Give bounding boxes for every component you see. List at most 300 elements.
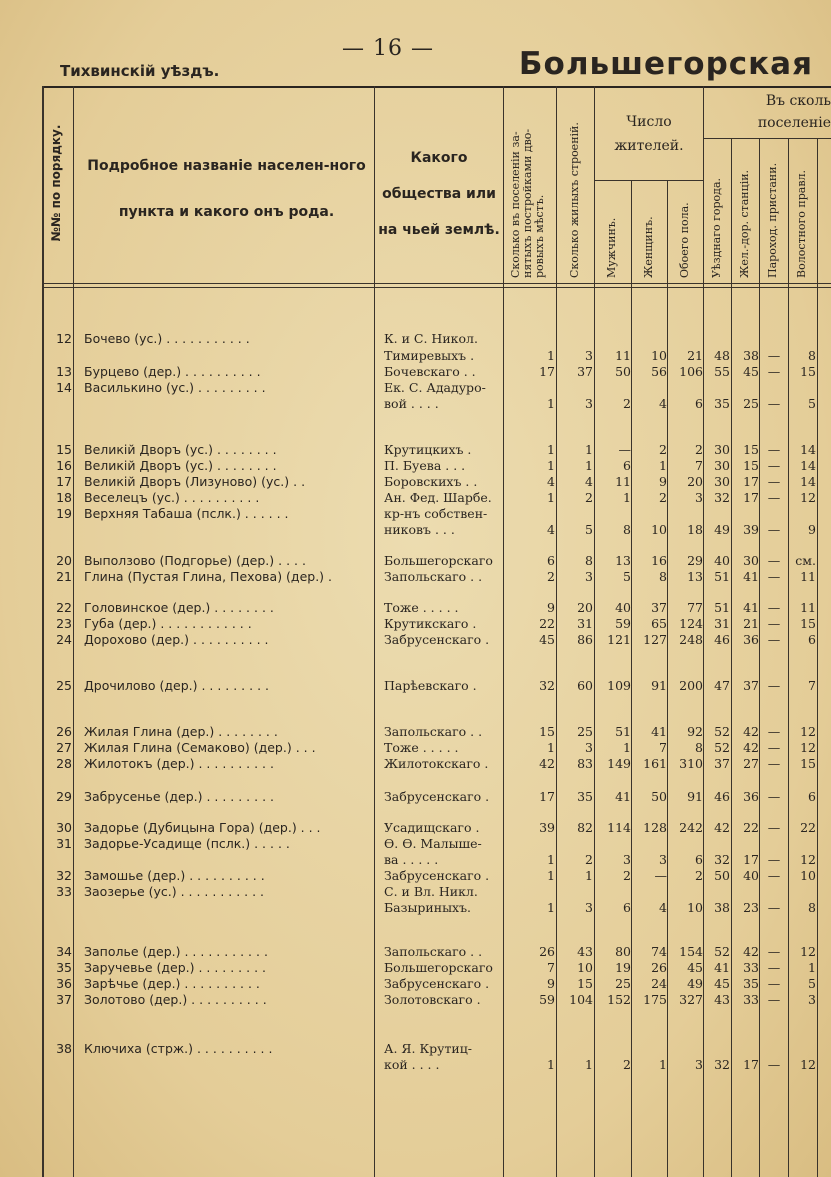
cell-both: 3 (695, 490, 703, 505)
col-header-name: Подробное названіе населен-ного пункта и какого онъ рода. (87, 158, 366, 220)
cell-society: Тимиревыхъ . (384, 348, 475, 363)
table-row (0, 852, 831, 868)
cell-women: 128 (643, 820, 667, 835)
cell-name: Верхняя Табаша (пслк.) . . . . . . (84, 506, 289, 521)
cell-rail: 45 (743, 364, 759, 379)
cell-rail: 33 (743, 960, 759, 975)
cell-women: 8 (659, 569, 667, 584)
cell-women: 16 (651, 553, 667, 568)
cell-name: Жилая Глина (дер.) . . . . . . . . (84, 724, 278, 739)
table-row (0, 380, 831, 396)
cell-society: Ѳ. Ѳ. Малыше- (384, 836, 482, 851)
cell-women: 7 (659, 740, 667, 755)
cell-society: Большегорскаго (384, 960, 493, 975)
cell-board: 22 (800, 820, 816, 835)
cell-yards: 6 (547, 553, 555, 568)
cell-pier: — (767, 992, 781, 1007)
cell-name: Жилотокъ (дер.) . . . . . . . . . . (84, 756, 274, 771)
cell-yards: 26 (539, 944, 555, 959)
cell-women: 24 (651, 976, 667, 991)
cell-board: 12 (800, 1057, 816, 1072)
cell-name: Золотово (дер.) . . . . . . . . . . (84, 992, 267, 1007)
cell-both: 92 (687, 724, 703, 739)
cell-women: 37 (651, 600, 667, 615)
cell-society: С. и Вл. Никл. (384, 884, 478, 899)
rule-header-bottom-1 (42, 283, 831, 284)
cell-board: 10 (800, 868, 816, 883)
cell-society: никовъ . . . (384, 522, 455, 537)
cell-men: 2 (623, 1057, 631, 1072)
cell-buildings: 8 (585, 553, 593, 568)
cell-both: 124 (679, 616, 703, 631)
cell-town: 32 (714, 490, 730, 505)
cell-name: Зарѣчье (дер.) . . . . . . . . . . (84, 976, 260, 991)
cell-women: 2 (659, 490, 667, 505)
cell-women: 56 (651, 364, 667, 379)
cell-board: 14 (800, 458, 816, 473)
cell-board: 12 (800, 944, 816, 959)
cell-name: Василькино (ус.) . . . . . . . . . (84, 380, 266, 395)
cell-buildings: 4 (585, 474, 593, 489)
cell-board: 15 (800, 364, 816, 379)
cell-board: 12 (800, 490, 816, 505)
cell-no: 37 (56, 992, 72, 1007)
cell-town: 35 (714, 396, 730, 411)
cell-town: 40 (714, 553, 730, 568)
cell-pier: — (767, 820, 781, 835)
cell-name: Забрусенье (дер.) . . . . . . . . . (84, 789, 274, 804)
cell-rail: 33 (743, 992, 759, 1007)
table-row (0, 756, 831, 772)
cell-name: Бурцево (дер.) . . . . . . . . . . (84, 364, 261, 379)
table-row (0, 506, 831, 522)
cell-women: 41 (651, 724, 667, 739)
cell-board: 12 (800, 740, 816, 755)
cell-town: 32 (714, 1057, 730, 1072)
cell-board: 11 (800, 600, 816, 615)
cell-women: 91 (651, 678, 667, 693)
cell-town: 31 (714, 616, 730, 631)
cell-society: Забрусенскаго . (384, 976, 490, 991)
cell-women: — (654, 868, 667, 883)
cell-society: Забрусенскаго . (384, 632, 490, 647)
cell-board: 6 (808, 789, 816, 804)
cell-town: 47 (714, 678, 730, 693)
cell-society: Бочевскаго . . (384, 364, 476, 379)
cell-yards: 1 (547, 442, 555, 457)
cell-buildings: 3 (585, 740, 593, 755)
cell-pier: — (767, 522, 781, 537)
cell-town: 41 (714, 960, 730, 975)
cell-society: вой . . . . (384, 396, 439, 411)
cell-board: 5 (808, 396, 816, 411)
table-row (0, 569, 831, 585)
cell-men: 11 (615, 348, 631, 363)
cell-board: 12 (800, 724, 816, 739)
cell-no: 15 (56, 442, 72, 457)
cell-no: 36 (56, 976, 72, 991)
cell-name: Дорохово (дер.) . . . . . . . . . . (84, 632, 269, 647)
cell-town: 48 (714, 348, 730, 363)
cell-no: 29 (56, 789, 72, 804)
cell-name: Замошье (дер.) . . . . . . . . . . (84, 868, 265, 883)
cell-men: 121 (607, 632, 631, 647)
cell-men: 41 (615, 789, 631, 804)
table-row (0, 616, 831, 632)
cell-pier: — (767, 1057, 781, 1072)
cell-no: 31 (56, 836, 72, 851)
rule-distance-group (703, 138, 831, 139)
cell-rail: 42 (743, 944, 759, 959)
cell-pier: — (767, 944, 781, 959)
cell-women: 1 (659, 1057, 667, 1072)
table-row (0, 1057, 831, 1073)
rule-town (731, 138, 732, 1177)
table-row (0, 632, 831, 648)
cell-pier: — (767, 474, 781, 489)
table-row (0, 740, 831, 756)
cell-no: 24 (56, 632, 72, 647)
table-row (0, 1041, 831, 1057)
cell-pier: — (767, 396, 781, 411)
cell-women: 26 (651, 960, 667, 975)
cell-men: 2 (623, 868, 631, 883)
cell-women: 161 (643, 756, 667, 771)
cell-board: 9 (808, 522, 816, 537)
cell-name: Задорье-Усадище (пслк.) . . . . . (84, 836, 290, 851)
col-header-buildings: Сколько жилыхъ строеній. (568, 122, 581, 278)
cell-no: 27 (56, 740, 72, 755)
col-header-residents: Число жителей. (614, 114, 684, 154)
cell-rail: 21 (743, 616, 759, 631)
cell-no: 22 (56, 600, 72, 615)
cell-yards: 1 (547, 348, 555, 363)
cell-name: Заполье (дер.) . . . . . . . . . . . (84, 944, 268, 959)
cell-pier: — (767, 490, 781, 505)
cell-pier: — (767, 632, 781, 647)
col-header-society: Какого общества или на чьей землѣ. (378, 150, 500, 238)
cell-society: Ан. Фед. Шарбе. (384, 490, 492, 505)
cell-yards: 45 (539, 632, 555, 647)
cell-buildings: 35 (577, 789, 593, 804)
cell-men: 6 (623, 900, 631, 915)
page-number: — 16 — (342, 36, 434, 61)
cell-men: 25 (615, 976, 631, 991)
cell-yards: 17 (539, 364, 555, 379)
cell-board: 14 (800, 474, 816, 489)
cell-pier: — (767, 789, 781, 804)
cell-board: 1 (808, 960, 816, 975)
cell-yards: 4 (547, 522, 555, 537)
cell-town: 50 (714, 868, 730, 883)
table-row (0, 724, 831, 740)
cell-society: П. Буева . . . (384, 458, 466, 473)
cell-town: 43 (714, 992, 730, 1007)
cell-rail: 36 (743, 632, 759, 647)
cell-rail: 25 (743, 396, 759, 411)
cell-both: 2 (695, 442, 703, 457)
cell-buildings: 3 (585, 348, 593, 363)
cell-both: 200 (679, 678, 703, 693)
cell-society: Усадищскаго . (384, 820, 480, 835)
col-header-to-town: Уѣзднаго города. (710, 177, 723, 278)
cell-both: 327 (679, 992, 703, 1007)
cell-board: 8 (808, 348, 816, 363)
cell-pier: — (767, 553, 781, 568)
cell-women: 74 (651, 944, 667, 959)
cell-women: 127 (643, 632, 667, 647)
col-header-both: Обоего пола. (678, 202, 691, 278)
cell-yards: 1 (547, 1057, 555, 1072)
cell-board: 15 (800, 756, 816, 771)
cell-town: 45 (714, 976, 730, 991)
cell-both: 3 (695, 1057, 703, 1072)
col-header-yards: Сколько въ поселеніи за-нятыхъ постройками дво-ровыхъ мѣстъ. (509, 128, 546, 278)
cell-no: 19 (56, 506, 72, 521)
cell-name: Выползово (Подгорье) (дер.) . . . . (84, 553, 306, 568)
cell-town: 37 (714, 756, 730, 771)
cell-buildings: 5 (585, 522, 593, 537)
cell-society: кр-нъ собствен- (384, 506, 488, 521)
cell-both: 77 (687, 600, 703, 615)
cell-buildings: 82 (577, 820, 593, 835)
cell-buildings: 2 (585, 852, 593, 867)
cell-name: Задорье (Дубицына Гора) (дер.) . . . (84, 820, 321, 835)
cell-both: 310 (679, 756, 703, 771)
table-row (0, 868, 831, 884)
cell-no: 20 (56, 553, 72, 568)
cell-no: 21 (56, 569, 72, 584)
cell-men: 6 (623, 458, 631, 473)
cell-town: 55 (714, 364, 730, 379)
table-row (0, 348, 831, 364)
cell-no: 14 (56, 380, 72, 395)
table-row (0, 490, 831, 506)
cell-women: 4 (659, 396, 667, 411)
cell-yards: 32 (539, 678, 555, 693)
cell-rail: 37 (743, 678, 759, 693)
cell-town: 30 (714, 458, 730, 473)
cell-men: 2 (623, 396, 631, 411)
cell-name: Заозерье (ус.) . . . . . . . . . . . (84, 884, 265, 899)
cell-buildings: 1 (585, 868, 593, 883)
cell-board: 12 (800, 852, 816, 867)
cell-name: Великій Дворъ (ус.) . . . . . . . . (84, 458, 277, 473)
col-header-men: Мужчинъ. (605, 217, 618, 278)
cell-men: 59 (615, 616, 631, 631)
cell-both: 6 (695, 396, 703, 411)
cell-buildings: 1 (585, 442, 593, 457)
cell-rail: 30 (743, 553, 759, 568)
cell-yards: 9 (547, 600, 555, 615)
table-row (0, 522, 831, 538)
cell-both: 18 (687, 522, 703, 537)
cell-buildings: 104 (569, 992, 593, 1007)
cell-men: 8 (623, 522, 631, 537)
cell-no: 30 (56, 820, 72, 835)
cell-women: 50 (651, 789, 667, 804)
cell-pier: — (767, 569, 781, 584)
cell-buildings: 83 (577, 756, 593, 771)
cell-town: 49 (714, 522, 730, 537)
table-row (0, 789, 831, 805)
cell-rail: 35 (743, 976, 759, 991)
cell-both: 13 (687, 569, 703, 584)
cell-pier: — (767, 976, 781, 991)
cell-name: Заручевье (дер.) . . . . . . . . . (84, 960, 266, 975)
table-row (0, 600, 831, 616)
table-row (0, 900, 831, 916)
cell-pier: — (767, 740, 781, 755)
cell-yards: 1 (547, 868, 555, 883)
cell-men: 1 (623, 740, 631, 755)
cell-society: Запольскаго . . (384, 944, 483, 959)
cell-women: 9 (659, 474, 667, 489)
cell-town: 42 (714, 820, 730, 835)
cell-yards: 4 (547, 474, 555, 489)
cell-society: Базыриныхъ. (384, 900, 471, 915)
cell-town: 52 (714, 944, 730, 959)
rule-rail (759, 138, 760, 1177)
cell-both: 91 (687, 789, 703, 804)
cell-pier: — (767, 678, 781, 693)
cell-society: Большегорскаго (384, 553, 493, 568)
table-row (0, 678, 831, 694)
cell-town: 46 (714, 789, 730, 804)
cell-town: 52 (714, 740, 730, 755)
cell-buildings: 25 (577, 724, 593, 739)
cell-yards: 17 (539, 789, 555, 804)
cell-town: 30 (714, 474, 730, 489)
cell-name: Бочево (ус.) . . . . . . . . . . . (84, 331, 250, 346)
cell-society: Золотовскаго . (384, 992, 481, 1007)
cell-society: Забрусенскаго . (384, 868, 490, 883)
cell-yards: 59 (539, 992, 555, 1007)
cell-no: 33 (56, 884, 72, 899)
cell-buildings: 1 (585, 458, 593, 473)
cell-name: Глина (Пустая Глина, Пехова) (дер.) . (84, 569, 332, 584)
cell-name: Великій Дворъ (Лизуново) (ус.) . . (84, 474, 306, 489)
table-top-border (42, 86, 831, 88)
cell-town: 51 (714, 600, 730, 615)
cell-rail: 17 (743, 1057, 759, 1072)
cell-board: 3 (808, 992, 816, 1007)
rule-board (817, 138, 818, 1177)
table-row (0, 836, 831, 852)
cell-pier: — (767, 348, 781, 363)
cell-no: 23 (56, 616, 72, 631)
cell-men: 152 (607, 992, 631, 1007)
cell-rail: 42 (743, 724, 759, 739)
cell-society: Ек. С. Ададуро- (384, 380, 486, 395)
cell-buildings: 1 (585, 1057, 593, 1072)
cell-society: Тоже . . . . . (384, 740, 459, 755)
cell-society: К. и С. Никол. (384, 331, 478, 346)
cell-men: 11 (615, 474, 631, 489)
table-row (0, 442, 831, 458)
cell-buildings: 43 (577, 944, 593, 959)
col-header-women: Женщинъ. (642, 216, 655, 278)
col-header-no: №№ по порядку. (49, 124, 63, 242)
col-header-distance: Въ сколь поселеніе (757, 93, 831, 131)
cell-society: Запольскаго . . (384, 569, 483, 584)
cell-town: 51 (714, 569, 730, 584)
cell-pier: — (767, 600, 781, 615)
cell-no: 17 (56, 474, 72, 489)
cell-no: 12 (56, 331, 72, 346)
cell-no: 13 (56, 364, 72, 379)
cell-men: 114 (607, 820, 631, 835)
cell-yards: 1 (547, 900, 555, 915)
table-row (0, 992, 831, 1008)
cell-society: Боровскихъ . . (384, 474, 478, 489)
cell-both: 20 (687, 474, 703, 489)
cell-society: Жилотокскаго . (384, 756, 489, 771)
cell-both: 248 (679, 632, 703, 647)
cell-rail: 17 (743, 852, 759, 867)
table-row (0, 820, 831, 836)
cell-both: 10 (687, 900, 703, 915)
cell-rail: 36 (743, 789, 759, 804)
cell-rail: 42 (743, 740, 759, 755)
cell-society: ва . . . . . (384, 852, 439, 867)
cell-rail: 41 (743, 600, 759, 615)
cell-no: 34 (56, 944, 72, 959)
cell-buildings: 3 (585, 396, 593, 411)
col-header-to-rail: Жел.-дор. станціи. (738, 169, 751, 278)
cell-no: 26 (56, 724, 72, 739)
cell-men: — (618, 442, 631, 457)
cell-society: Запольскаго . . (384, 724, 483, 739)
cell-name: Жилая Глина (Семаково) (дер.) . . . (84, 740, 316, 755)
cell-men: 13 (615, 553, 631, 568)
table-row (0, 474, 831, 490)
cell-pier: — (767, 616, 781, 631)
cell-both: 242 (679, 820, 703, 835)
rule-pier (788, 138, 789, 1177)
cell-society: Забрусенскаго . (384, 789, 490, 804)
cell-rail: 15 (743, 458, 759, 473)
cell-rail: 40 (743, 868, 759, 883)
cell-both: 8 (695, 740, 703, 755)
volost-title: Большегорская (518, 46, 813, 82)
cell-both: 29 (687, 553, 703, 568)
cell-both: 45 (687, 960, 703, 975)
cell-women: 1 (659, 458, 667, 473)
cell-board: 6 (808, 632, 816, 647)
cell-buildings: 86 (577, 632, 593, 647)
cell-buildings: 15 (577, 976, 593, 991)
cell-society: Парѣевскаго . (384, 678, 477, 693)
cell-pier: — (767, 724, 781, 739)
cell-society: Крутикскаго . (384, 616, 477, 631)
cell-no: 32 (56, 868, 72, 883)
cell-yards: 1 (547, 852, 555, 867)
cell-women: 175 (643, 992, 667, 1007)
table-row (0, 331, 831, 347)
cell-both: 106 (679, 364, 703, 379)
cell-women: 10 (651, 522, 667, 537)
cell-town: 32 (714, 852, 730, 867)
cell-men: 40 (615, 600, 631, 615)
cell-board: см. (795, 553, 816, 568)
cell-no: 16 (56, 458, 72, 473)
cell-board: 7 (808, 678, 816, 693)
cell-buildings: 3 (585, 900, 593, 915)
cell-name: Дрочилово (дер.) . . . . . . . . . (84, 678, 269, 693)
cell-women: 3 (659, 852, 667, 867)
cell-buildings: 60 (577, 678, 593, 693)
